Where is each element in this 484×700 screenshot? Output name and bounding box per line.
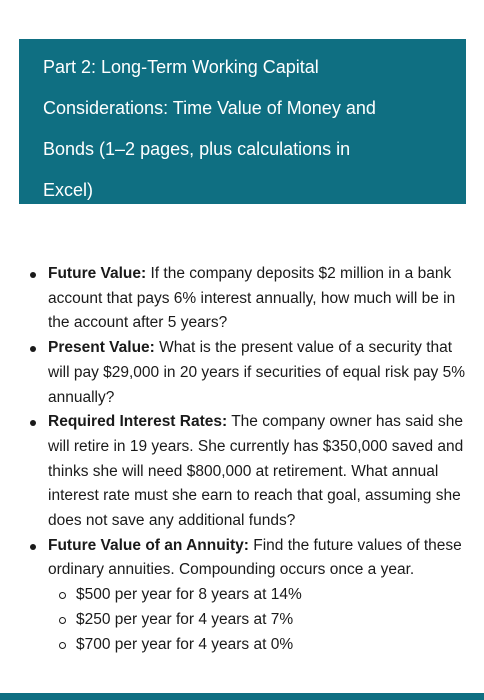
list-item-required-interest-rates xyxy=(48,410,468,534)
item-label: Future Value of an Annuity: xyxy=(48,536,249,554)
item-text: If the company deposits $2 million in a bank account that pays 6% interest annually, how much will be in the account after 5 years? xyxy=(48,265,456,332)
section-header-banner xyxy=(19,39,466,204)
section-title-line: Excel) xyxy=(43,180,94,200)
list-item-future-value xyxy=(48,262,468,336)
sublist-item: $500 per year for 8 years at 14% xyxy=(76,583,468,608)
bottom-accent-bar xyxy=(0,693,484,700)
content-area xyxy=(0,262,484,657)
item-label: Future Value: xyxy=(48,265,147,282)
item-text: The company owner has said she will retire in 19 years. She currently has $350,000 saved and thinks she will need $800,000 at retirement. What annual interest rate must she earn to reach that goal, assuming she does not save any additional funds? xyxy=(48,413,464,530)
section-title-line: Part 2: Long-Term Working Capital xyxy=(43,57,319,77)
section-title-line: Considerations: Time Value of Money and xyxy=(43,98,376,118)
item-text: What is the present value of a security that will pay $29,000 in 20 years if securities of equal risk pay 5% annually? xyxy=(48,339,465,406)
section-title xyxy=(43,47,442,211)
sublist-item: $250 per year for 4 years at 7% xyxy=(76,608,468,633)
list-item-present-value xyxy=(48,336,468,410)
list-item-future-value-annuity xyxy=(48,534,468,658)
sublist-item: $700 per year for 4 years at 0% xyxy=(76,633,468,658)
question-list xyxy=(0,262,468,657)
item-label: Present Value: xyxy=(48,339,155,357)
item-label: Required Interest Rates: xyxy=(48,413,228,431)
section-title-line: Bonds (1–2 pages, plus calculations in xyxy=(43,139,351,159)
annuity-sublist xyxy=(48,583,468,657)
item-text: Find the future values of these ordinary annuities. Compounding occurs once a year. xyxy=(48,536,462,579)
